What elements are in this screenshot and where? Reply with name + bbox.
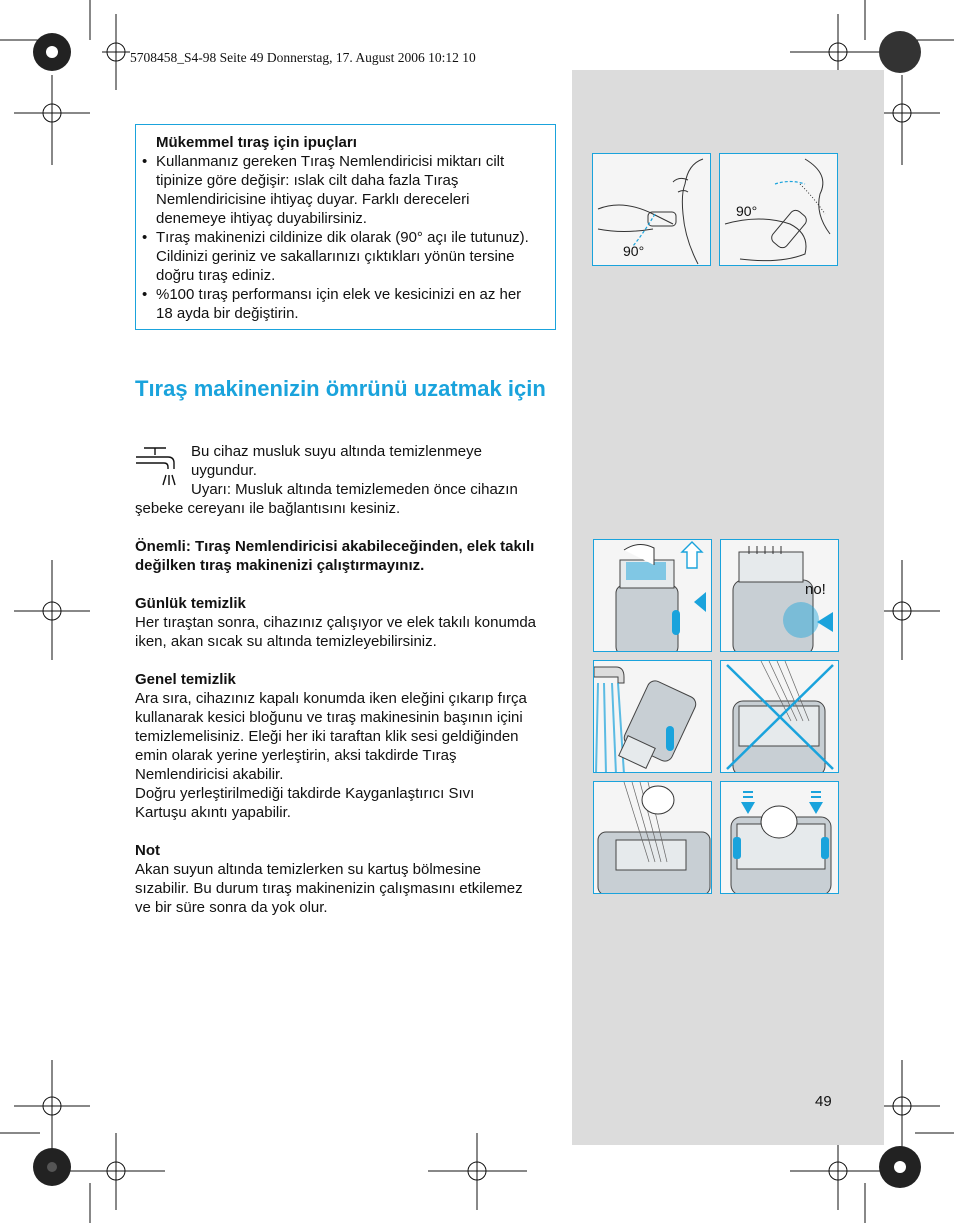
daily-title: Günlük temizlik <box>135 595 246 612</box>
intro-line2: Uyarı: Musluk altında temizlemeden önce cihazın şebeke cereyanı ile bağlantısını kesiniz. <box>135 481 518 517</box>
illustration-remove-foil <box>593 539 712 652</box>
illustration-brush-cutter <box>593 781 712 894</box>
general-title: Genel temizlik <box>135 671 236 688</box>
print-slug: 5708458_S4-98 Seite 49 Donnerstag, 17. August 2006 10:12 10 <box>130 50 476 65</box>
intro-line1: Bu cihaz musluk suyu altında temizlenmeye uygundur. <box>191 443 482 479</box>
illustration-shaving-neck <box>719 153 838 266</box>
general-text2: Doğru yerleştirilmediği takdirde Kayganlaştırıcı Sıvı Kartuşu akıntı yapabilir. <box>135 785 475 821</box>
tips-box <box>135 124 556 330</box>
page-number: 49 <box>815 1093 832 1110</box>
tips-title: Mükemmel tıraş için ipuçları <box>156 134 357 151</box>
illustration-no-pressing <box>720 539 839 652</box>
section-title: Tıraş makinenizin ömrünü uzatmak için <box>135 376 546 401</box>
important-note: Önemli: Tıraş Nemlendiricisi akabileceğinden, elek takılı değilken tıraş makinenizi çalıştırmayınız. <box>135 538 535 574</box>
tips-list <box>156 152 541 323</box>
no-label: no! <box>805 581 826 598</box>
tip-item: • Tıraş makinenizi cildinize dik olarak (90° açı ile tutunuz). Cildinizi geriniz ve sakallarınızı çıktıkları yönün tersine doğru tıraş ediniz. <box>156 228 541 285</box>
angle-label-1: 90° <box>623 243 645 259</box>
note-text: Akan suyun altında temizlerken su kartuş bölmesine sızabilir. Bu durum tıraş makinenizin çalışmasını etkilemez ve bir süre sonra da yok olur. <box>135 861 523 916</box>
tip-item: • %100 tıraş performansı için elek ve kesicinizi en az her 18 ayda bir değiştirin. <box>156 285 541 323</box>
illustration-rinse-under-tap <box>593 660 712 773</box>
general-text1: Ara sıra, cihazınız kapalı konumda iken eleğini çıkarıp fırça kullanarak kesici bloğunu ve tıraş makinesinin başının içini temizlemelisiniz. Eleği her iki taraftan klik sesi geldiğinden emin olarak yerine yerleştirin, aksi takdirde Tıraş Nemlendiricisi akabilir. <box>135 690 527 783</box>
illustration-reinsert-foil <box>720 781 839 894</box>
daily-text: Her tıraştan sonra, cihazınız çalışıyor ve elek takılı konumda iken, akan sıcak su altında temizleyebilirsiniz. <box>135 614 537 650</box>
illustration-no-brush-foil <box>720 660 839 773</box>
tip-item: • Kullanmanız gereken Tıraş Nemlendiricisi miktarı cilt tipinize göre değişir: ıslak cilt daha fazla Tıraş Nemlendiricisine ihtiyaç duyar. Farklı dereceleri denemeye ihtiyaç duyabilirsiniz. <box>156 152 541 228</box>
note-title: Not <box>135 842 160 859</box>
illustration-shaving-face <box>592 153 711 266</box>
angle-label-2: 90° <box>736 203 758 219</box>
